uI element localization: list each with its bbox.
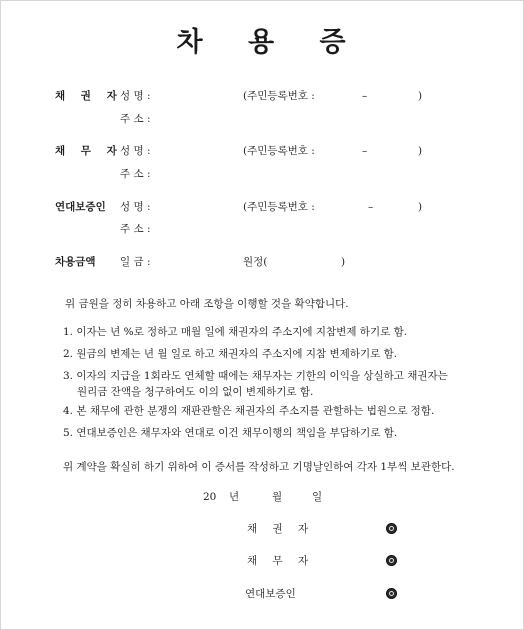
creditor-id-label: (주민등록번호 : [243,90,315,102]
date-year-unit: 년 [229,491,240,503]
intro-paragraph: 위 금원을 정히 차용하고 아래 조항을 이행할 것을 확약합니다. [65,298,349,310]
debtor-seal-icon [386,555,397,566]
loan-amount-role-label: 차용금액 [55,256,96,268]
closing-paragraph: 위 계약을 확실히 하기 위하여 이 증서를 작성하고 기명날인하여 각자 1부씩 보관한다. [63,461,455,473]
guarantor-name-label: 성 명 : [120,201,151,213]
term-2: 2. 원금의 변제는 년 월 일로 하고 채권자의 주소지에 지참 변제하기로 함. [63,348,398,360]
title-char-1: 차 [176,27,205,58]
loan-amount-unit: 원정( [243,256,268,268]
signature-guarantor-label: 연대보증인 [245,588,296,600]
guarantor-address-label: 주 소 : [120,223,151,235]
term-1: 1. 이자는 년 %로 정하고 매월 일에 채권자의 주소지에 지참변제 하기로 함. [63,326,408,338]
debtor-id-dash: – [362,145,368,157]
guarantor-id-dash: – [368,201,374,213]
debtor-id-label: (주민등록번호 : [243,145,315,157]
term-5: 5. 연대보증인은 채무자와 연대로 이건 채무이행의 책임을 부담하기로 함. [63,427,398,439]
creditor-id-dash: – [362,90,368,102]
guarantor-id-label: (주민등록번호 : [243,201,315,213]
signature-debtor-label: 채 무 자 [247,555,315,567]
debtor-id-close: ) [418,145,423,157]
date-month-unit: 월 [272,491,283,503]
guarantor-role-label: 연대보증인 [55,201,106,213]
title-char-3: 증 [319,27,348,58]
creditor-id-close: ) [418,90,423,102]
debtor-name-label: 성 명 : [120,145,151,157]
term-4: 4. 본 채무에 관한 분쟁의 재판관할은 채권자의 주소지를 관할하는 법원으로 정함. [63,405,435,417]
loan-amount-close: ) [341,256,346,268]
debtor-role-label: 채 무 자 [55,145,123,157]
title-char-2: 용 [247,27,277,58]
creditor-address-label: 주 소 : [120,113,151,125]
date-year: 20 [203,491,217,503]
term-3-line-1: 3. 이자의 지급을 1회라도 연체할 때에는 채무자는 기한의 이익을 상실하고 채권자는 [63,370,448,382]
guarantor-seal-icon [386,588,397,599]
date-day-unit: 일 [312,491,323,503]
creditor-role-label: 채 권 자 [55,90,123,102]
debtor-address-label: 주 소 : [120,168,151,180]
document-title [0,20,524,59]
loan-amount-label: 일 금 : [120,256,151,268]
creditor-name-label: 성 명 : [120,90,151,102]
signature-creditor-label: 채 권 자 [247,523,315,535]
creditor-seal-icon [386,523,397,534]
term-3-line-2: 원리금 잔액을 청구하여도 이의 없이 변제하기로 함. [77,386,314,398]
guarantor-id-close: ) [418,201,423,213]
